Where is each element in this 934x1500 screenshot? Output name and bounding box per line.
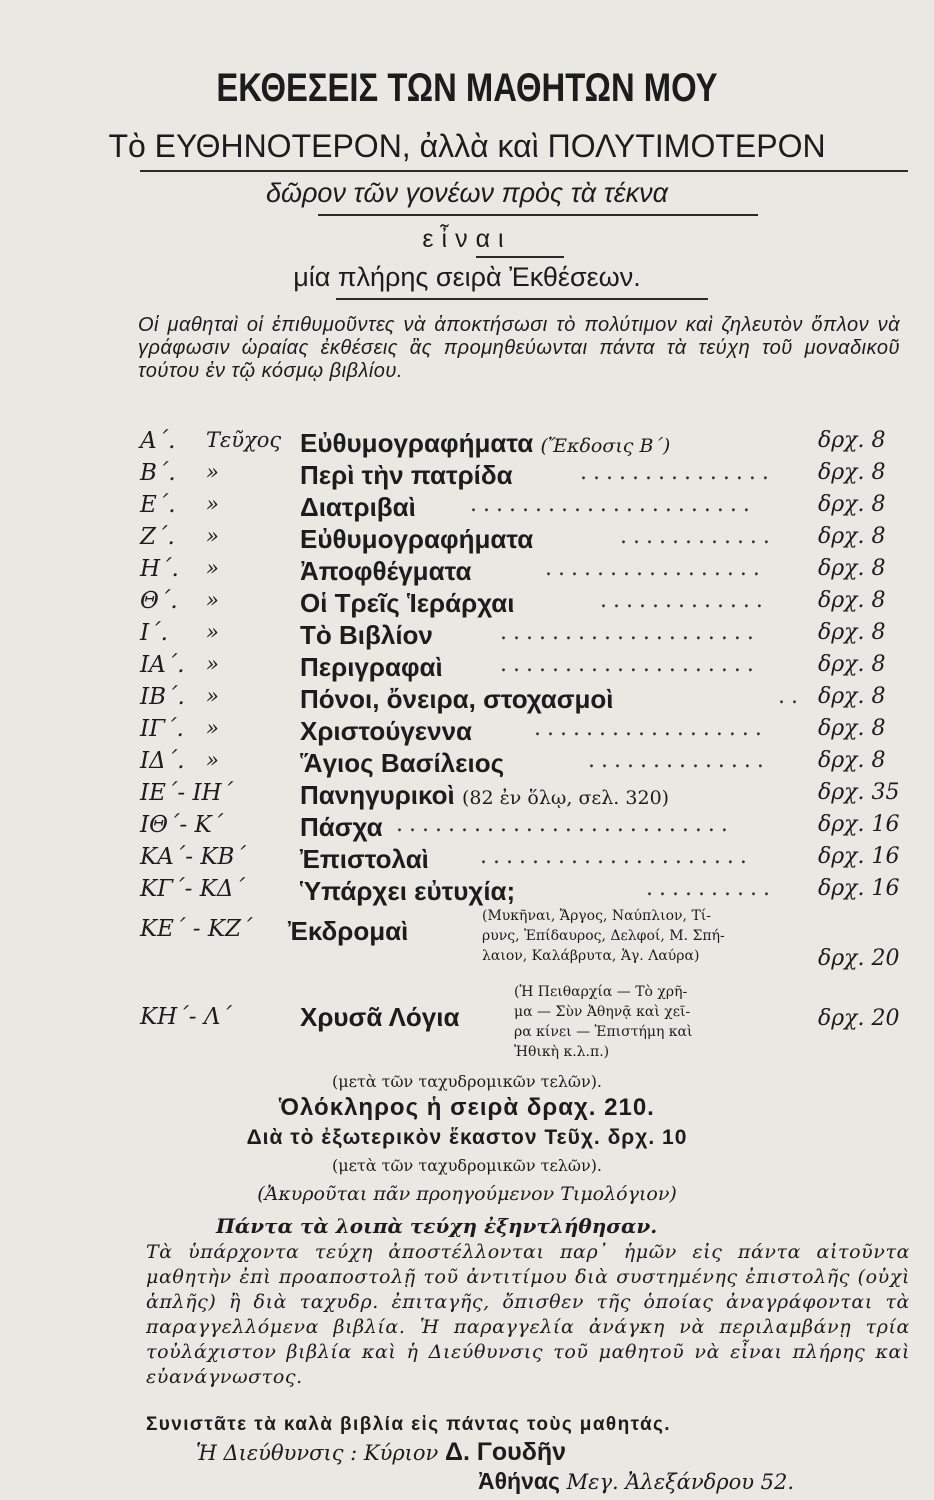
- volume-row: Ε΄. » Διατριβαὶ ...................... δρχ. 8: [140, 492, 886, 522]
- divider: [476, 256, 564, 258]
- intro-text: Οἱ μαθηταὶ οἱ ἐπιθυμοῦντες νὰ ἀποκτήσωσι τὸ πολύτιμον καὶ ζηλευτὸν ὅπλον νὰ γράφωσιν ὡραίας ἐκθέσεις ἂς προμηθεύωνται πάντα τὰ τεύχη τοῦ μοναδικοῦ τούτου ἐν τῷ κόσμῳ βιβλίου.: [138, 314, 900, 382]
- volume-row: ΙΕ΄- ΙΗ΄ Πανηγυρικοὶ (82 ἐν ὅλῳ, σελ. 320) δρχ. 35: [140, 780, 900, 810]
- volume-row: Β΄. » Περὶ τὴν πατρίδα ............... δρχ. 8: [140, 460, 886, 490]
- divider: [318, 214, 758, 216]
- volume-row: ΙΓ΄. » Χριστούγεννα .................. δρχ. 8: [140, 716, 886, 746]
- recommendation: Συνιστᾶτε τὰ καλὰ βιβλία εἰς πάντας τοὺς μαθητάς.: [146, 1414, 671, 1435]
- volume-row: Θ΄. » Οἱ Τρεῖς Ἱεράρχαι ............. δρχ. 8: [140, 588, 886, 618]
- postage-note: (μετὰ τῶν ταχυδρομικῶν τελῶν).: [331, 1156, 603, 1175]
- tagline: δῶρον τῶν γονέων πρὸς τὰ τέκνα: [265, 178, 669, 208]
- volume-row: ΙΔ΄. » Ἅγιος Βασίλειος .............. δρχ. 8: [140, 748, 886, 778]
- divider: [336, 298, 708, 300]
- volume-row-excursions: ΚΕ΄ - ΚΖ΄ Ἐκδρομαὶ (Μυκῆναι, Ἄργος, Ναύπλιον, Τί- ρυνς, Ἐπίδαυρος, Δελφοί, Μ. Σπή- λαιον, Καλάβρυτα, Ἁγ. Λαύρα) δρχ. 20: [140, 908, 900, 971]
- postage-note: (μετὰ τῶν ταχυδρομικῶν τελῶν).: [331, 1072, 603, 1091]
- tagline-is: εἶναι: [422, 225, 512, 253]
- volume-row: ΙΑ΄. » Περιγραφαὶ .................... δρχ. 8: [140, 652, 886, 682]
- volume-row: Ζ΄. » Εὐθυμογραφήματα ............ δρχ. 8: [140, 524, 886, 554]
- volume-row: Α΄. Τεῦχος Εὐθυμογραφήματα (Ἔκδοσις Β΄) δρχ. 8: [140, 428, 886, 458]
- volume-row: ΚΓ΄- ΚΔ΄ Ὑπάρχει εὐτυχία; .......... δρχ. 16: [140, 876, 900, 906]
- volume-row: ΙΒ΄. » Πόνοι, ὄνειρα, στοχασμοὶ .. δρχ. 8: [140, 684, 886, 714]
- address-line: Ἀθήνας Μεγ. Ἀλεξάνδρου 52.: [478, 1468, 795, 1494]
- volume-row: Ι΄. » Τὸ Βιβλίον .................... δρχ. 8: [140, 620, 886, 650]
- volume-row-golden-words: ΚΗ΄- Λ΄ Χρυσᾶ Λόγια (Ἡ Πειθαρχία — Τὸ χρῆ- μα — Σὺν Ἀθηνᾷ καὶ χεῖ- ρα κίνει — Ἐπιστήμη καὶ Ἠθικὴ κ.λ.π.) δρχ. 20: [140, 984, 900, 1060]
- abroad-price: Διὰ τὸ ἐξωτερικὸν ἕκαστον Τεῦχ. δρχ. 10: [246, 1126, 688, 1149]
- volume-row: Η΄. » Ἀποφθέγματα ................. δρχ. 8: [140, 556, 886, 586]
- cancellation-note: (Ἀκυροῦται πᾶν προηγούμενον Τιμολόγιον): [257, 1183, 677, 1205]
- sold-out-note: Πάντα τὰ λοιπὰ τεύχη ἐξηντλήθησαν.: [216, 1214, 658, 1238]
- volume-row: ΚΑ΄- ΚΒ΄ Ἐπιστολαὶ ..................... δρχ. 16: [140, 844, 900, 874]
- divider: [140, 170, 908, 172]
- tagline-series: μία πλήρης σειρὰ Ἐκθέσεων.: [293, 262, 641, 292]
- page-title: ΕΚΘΕΣΕΙΣ ΤΩΝ ΜΑΘΗΤΩΝ ΜΟΥ: [216, 66, 718, 110]
- subtitle: Τὸ ΕΥΘΗΝΟΤΕΡΟΝ, ἀλλὰ καὶ ΠΟΛΥΤΙΜΟΤΕΡΟΝ: [108, 128, 826, 164]
- address-line: Ἡ Διεύθυνσις : Κύριον Δ. Γουδῆν: [196, 1438, 567, 1466]
- ordering-instructions: Τὰ ὑπάρχοντα τεύχη ἀποστέλλονται παρ᾿ ἡμῶν εἰς πάντα αἰτοῦντα μαθητὴν ἐπὶ προαποστολῇ τοῦ ἀντιτίμου διὰ συστημένης ἐπιστολῆς (οὐχὶ ἁπλῆς) ἢ διὰ ταχυδρ. ἐπιταγῆς, ὄπισθεν τῆς ὁποίας ἀναγράφονται τὰ παραγγελλόμενα βιβλία. Ἡ παραγγελία ἀνάγκη νὰ περιλαμβάνῃ τρία τοὐλάχιστον βιβλία καὶ ἡ Διεύθυνσις τοῦ μαθητοῦ νὰ εἶναι πλήρης καὶ εὐανάγνωστος.: [146, 1241, 910, 1388]
- total-price: Ὁλόκληρος ἡ σειρὰ δραχ. 210.: [279, 1094, 655, 1121]
- volume-row: ΙΘ΄- Κ΄ Πάσχα .......................... δρχ. 16: [140, 812, 900, 842]
